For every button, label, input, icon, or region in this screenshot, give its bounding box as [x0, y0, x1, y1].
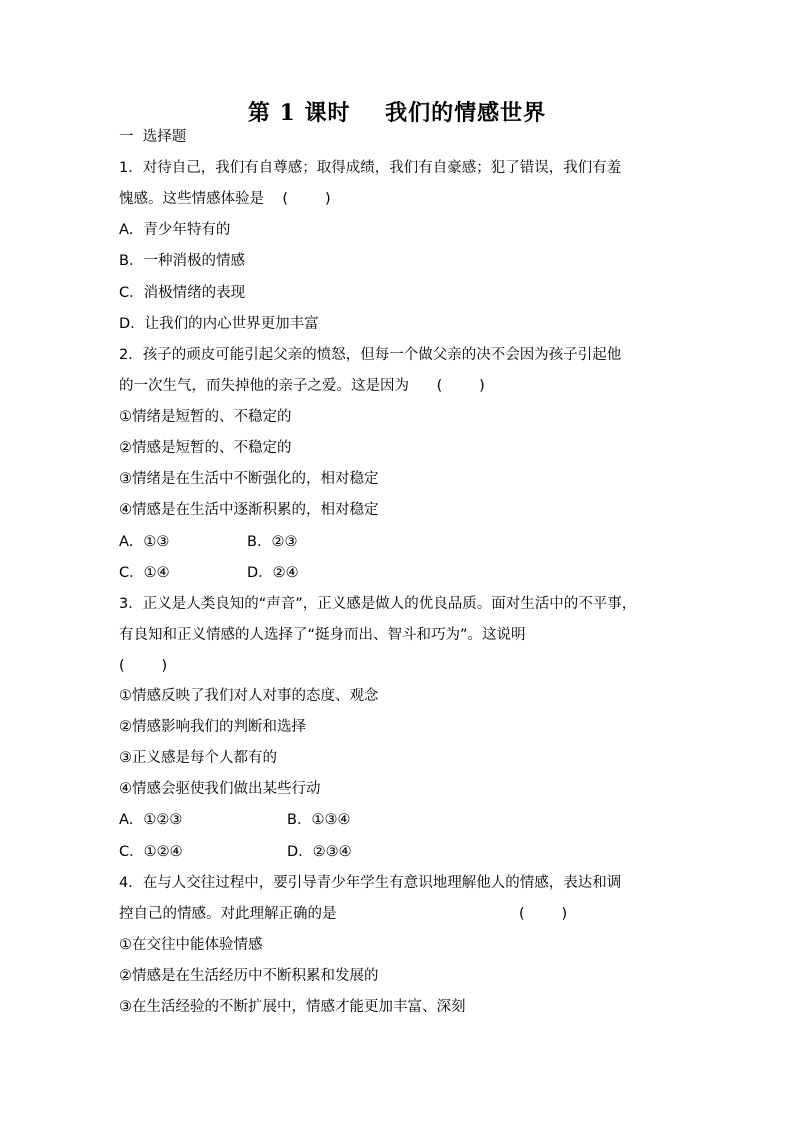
q2-option-c: C．①④	[119, 565, 170, 581]
q3-stem-line3: ( )	[119, 658, 168, 674]
q3-statement-4: ④情感会驱使我们做出某些行动	[119, 781, 321, 797]
q2-stem-line2: 的一次生气，而失掉他的亲子之爱。这是因为 ( )	[119, 378, 485, 394]
q1-stem-line2: 愧感。这些情感体验是 ( )	[119, 191, 331, 207]
q3-option-b: B．①③④	[287, 812, 351, 828]
q1-option-c: C．消极情绪的表现	[119, 285, 246, 301]
q1-option-a: A．青少年特有的	[119, 222, 231, 238]
q3-statement-1: ①情感反映了我们对人对事的态度、观念	[119, 688, 379, 704]
q2-stem-line1: 2．孩子的顽皮可能引起父亲的愤怒，但每一个做父亲的决不会因为孩子引起他	[119, 347, 622, 363]
q1-option-b: B．一种消极的情感	[119, 253, 245, 269]
q4-statement-1: ①在交往中能体验情感	[119, 937, 263, 953]
q3-stem-line1: 3．正义是人类良知的“声音”，正义感是做人的优良品质。面对生活中的不平事，	[119, 596, 637, 612]
q1-option-d: D．让我们的内心世界更加丰富	[119, 316, 319, 332]
q4-answer-paren: ( )	[519, 906, 568, 922]
section-heading: 一 选择题	[119, 129, 187, 145]
q2-option-b: B．②③	[247, 534, 298, 550]
q4-statement-3: ③在生活经验的不断扩展中，情感才能更加丰富、深刻	[119, 999, 466, 1015]
q3-option-a: A．①②③	[119, 812, 183, 828]
q3-statement-3: ③正义感是每个人都有的	[119, 750, 277, 766]
q2-option-a: A．①③	[119, 534, 170, 550]
q4-stem-line1: 4．在与人交往过程中，要引导青少年学生有意识地理解他人的情感，表达和调	[119, 875, 622, 891]
q1-stem-line1: 1．对待自己，我们有自尊感；取得成绩，我们有自豪感；犯了错误，我们有羞	[119, 160, 622, 176]
q2-statement-2: ②情感是短暂的、不稳定的	[119, 440, 292, 456]
q2-statement-1: ①情绪是短暂的、不稳定的	[119, 409, 292, 425]
page-title: 第 1 课时 我们的情感世界	[247, 100, 547, 126]
q4-stem-line2: 控自己的情感。对此理解正确的是	[119, 906, 337, 922]
q3-stem-line2: 有良知和正义情感的人选择了“挺身而出、智斗和巧为”。这说明	[119, 627, 526, 643]
q3-option-d: D．②③④	[287, 844, 352, 860]
q2-statement-4: ④情感是在生活中逐渐积累的，相对稳定	[119, 502, 379, 518]
q3-statement-2: ②情感影响我们的判断和选择	[119, 719, 306, 735]
q2-option-d: D．②④	[247, 565, 299, 581]
q2-statement-3: ③情绪是在生活中不断强化的，相对稳定	[119, 471, 379, 487]
q4-statement-2: ②情感是在生活经历中不断积累和发展的	[119, 968, 379, 984]
q3-option-c: C．①②④	[119, 844, 183, 860]
